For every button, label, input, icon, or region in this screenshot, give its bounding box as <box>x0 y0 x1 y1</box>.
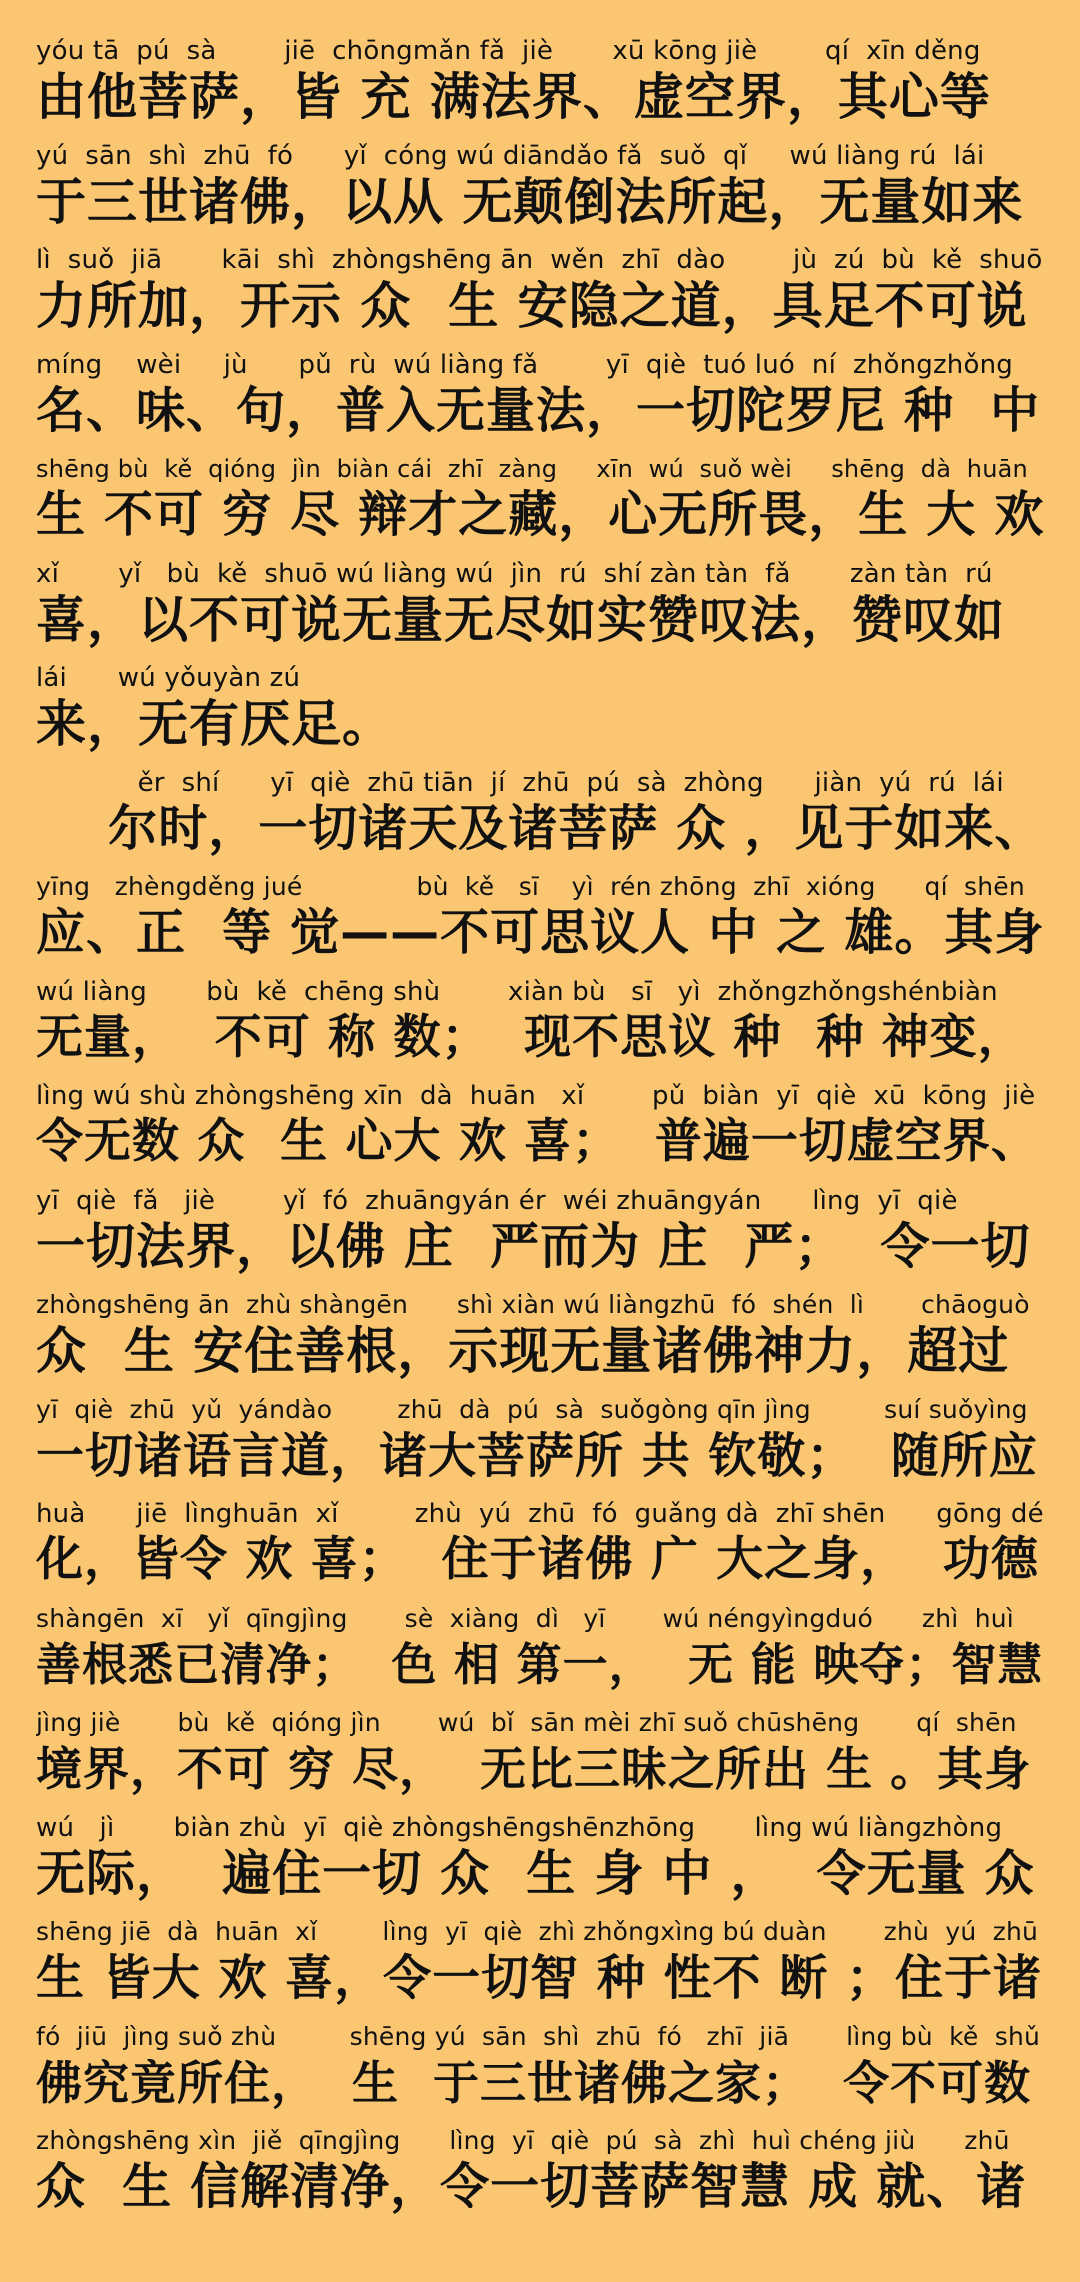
hanzi-line: 来，无有厌足。 <box>36 695 393 753</box>
hanzi-line: 化，皆令 欢 喜； 住于诸佛 广 大之身， 功德 <box>36 1532 1039 1587</box>
hanzi-line: 善根悉已清净； 色 相 第一， 无 能 映夺；智慧 <box>36 1637 1044 1691</box>
pinyin-line: wú jì biàn zhù yī qiè zhòngshēngshēnzhōng lìng wú liàngzhòng <box>36 1812 1003 1843</box>
text-line <box>36 454 1044 559</box>
text-line <box>36 768 1044 873</box>
hanzi-line: 令无数 众 生 心大 欢 喜； 普遍一切虚空界、 <box>36 1114 1039 1169</box>
text-line <box>36 1813 1044 1918</box>
text-line <box>36 1917 1044 2022</box>
text-line <box>36 2126 1044 2231</box>
text-line <box>36 977 1044 1082</box>
pinyin-line: yóu tā pú sà jiē chōngmǎn fǎ jiè xū kōng jiè qí xīn děng <box>36 36 981 66</box>
pinyin-line: huà jiē lìnghuān xǐ zhù yú zhū fó guǎng dà zhī shēn gōng dé <box>36 1499 1044 1529</box>
hanzi-line: 力所加，开示 众 生 安隐之道，具足不可说 <box>36 277 1028 335</box>
pinyin-line: xǐ yǐ bù kě shuō wú liàng wú jìn rú shí zàn tàn fǎ zàn tàn rú <box>36 558 993 589</box>
text-line <box>36 141 1044 246</box>
hanzi-line: 喜，以不可说无量无尽如实赞叹法，赞叹如 <box>36 590 1005 649</box>
pinyin-line: shēng jiē dà huān xǐ lìng yī qiè zhì zhǒngxìng bú duàn zhù yú zhū <box>36 1917 1039 1946</box>
pinyin-line: lìng wú shù zhòngshēng xīn dà huān xǐ pǔ biàn yī qiè xū kōng jiè <box>36 1081 1036 1111</box>
hanzi-line: 名、味、句，普入无量法，一切陀罗尼 种 中 <box>36 381 1041 439</box>
hanzi-line: 众 生 信解清净，令一切菩萨智慧 成 就、诸 <box>36 2158 1027 2215</box>
text-line <box>36 2022 1044 2127</box>
pinyin-line: shēng bù kě qióng jìn biàn cái zhī zàng xīn wú suǒ wèi shēng dà huān <box>36 455 1028 483</box>
hanzi-line: 无际， 遍住一切 众 生 身 中 ， 令无量 众 <box>36 1844 1035 1902</box>
pinyin-line: yú sān shì zhū fó yǐ cóng wú diāndǎo fǎ suǒ qǐ wú liàng rú lái <box>36 140 985 171</box>
hanzi-line: 应、正 等 觉——不可思议人 中 之 雄。其身 <box>36 904 1044 961</box>
hanzi-line: 境界，不可 穷 尽， 无比三昧之所出 生 。其身 <box>36 1742 1032 1796</box>
hanzi-line: 生 不可 穷 尽 辩才之藏，心无所畏，生 大 欢 <box>36 486 1044 543</box>
text-line <box>36 1395 1044 1500</box>
text-line <box>36 1290 1044 1395</box>
text-line <box>36 1499 1044 1604</box>
text-line <box>36 872 1044 977</box>
text-line <box>36 350 1044 455</box>
hanzi-line: 尔时，一切诸天及诸菩萨 众 ，见于如来、 <box>36 799 1044 857</box>
pinyin-line: yī qiè zhū yǔ yándào zhū dà pú sà suǒgòng qīn jìng suí suǒyìng <box>36 1394 1028 1424</box>
text-line <box>36 663 1044 768</box>
hanzi-line: 一切诸语言道，诸大菩萨所 共 钦敬； 随所应 <box>36 1427 1038 1484</box>
hanzi-line: 众 生 安住善根，示现无量诸佛神力，超过 <box>36 1322 1010 1380</box>
pinyin-line: jìng jiè bù kě qióng jìn wú bǐ sān mèi zhī suǒ chūshēng qí shēn <box>36 1708 1017 1737</box>
pinyin-line: fó jiū jìng suǒ zhù shēng yú sān shì zhū fó zhī jiā lìng bù kě shǔ <box>36 2021 1041 2051</box>
pinyin-line: míng wèi jù pǔ rù wú liàng fǎ yī qiè tuó luó ní zhǒngzhǒng <box>36 349 1013 380</box>
text-line <box>36 1081 1044 1186</box>
pinyin-line: zhòngshēng xìn jiě qīngjìng lìng yī qiè pú sà zhì huì chéng jiù zhū <box>36 2126 1010 2155</box>
text-line <box>36 1604 1044 1709</box>
pinyin-line: lì suǒ jiā kāi shì zhòngshēng ān wěn zhī dào jù zú bù kě shuō <box>36 245 1043 275</box>
text-line <box>36 1186 1044 1291</box>
hanzi-line: 生 皆大 欢 喜，令一切智 种 性不 断 ；住于诸 <box>36 1950 1042 2006</box>
pinyin-line: wú liàng bù kě chēng shù xiàn bù sī yì zhǒngzhǒngshénbiàn <box>36 976 998 1007</box>
hanzi-line: 无量， 不可 称 数； 现不思议 种 种 神变， <box>36 1009 1026 1065</box>
pinyin-line: zhòngshēng ān zhù shàngēn shì xiàn wú liàngzhū fó shén lì chāoguò <box>36 1290 1030 1319</box>
hanzi-line: 由他菩萨，皆 充 满法界、虚空界，其心等 <box>36 68 991 126</box>
pinyin-line: ěr shí yī qiè zhū tiān jí zhū pú sà zhòng jiàn yú rú lái <box>36 767 1004 798</box>
pinyin-line: yīng zhèngděng jué bù kě sī yì rén zhōng zhī xióng qí shēn <box>36 872 1025 901</box>
text-line <box>36 1708 1044 1813</box>
pinyin-line: lái wú yǒuyàn zú <box>36 663 301 693</box>
hanzi-line: 于三世诸佛，以从 无颠倒法所起，无量如来 <box>36 172 1024 231</box>
text-line <box>36 36 1044 141</box>
hanzi-line: 佛究竟所住， 生 于三世诸佛之家； 令不可数 <box>36 2055 1032 2110</box>
pinyin-line: shàngēn xī yǐ qīngjìng sè xiàng dì yī wú néngyìngduó zhì huì <box>36 1603 1014 1633</box>
pinyin-line: yī qiè fǎ jiè yǐ fó zhuāngyán ér wéi zhuāngyán lìng yī qiè <box>36 1185 958 1216</box>
hanzi-line: 一切法界，以佛 庄 严而为 庄 严； 令一切 <box>36 1217 1031 1275</box>
text-line <box>36 559 1044 664</box>
text-line <box>36 245 1044 350</box>
